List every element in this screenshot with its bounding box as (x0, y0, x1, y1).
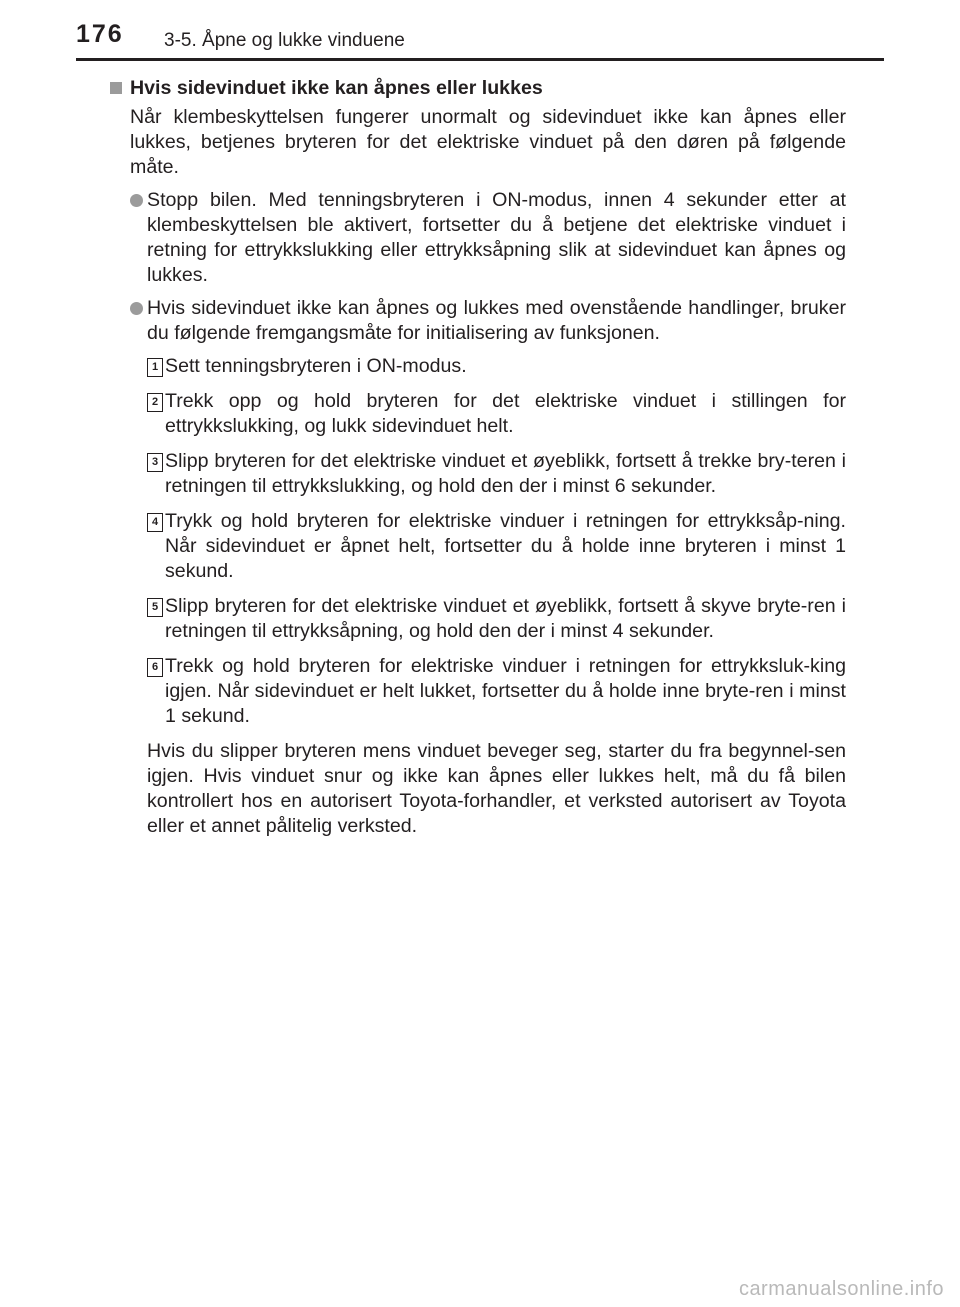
step-item (147, 594, 846, 644)
step-number-badge: 6 (147, 658, 163, 677)
step-number-badge: 1 (147, 358, 163, 377)
page-number: 176 (76, 20, 124, 48)
step-item (147, 449, 846, 499)
square-bullet-icon (110, 82, 122, 94)
step-number-badge: 2 (147, 393, 163, 412)
step-text: Slipp bryteren for det elektriske vinduet et øyeblikk, fortsett å trekke bry-teren i retningen til ettrykkslukking, og hold den der i minst 6 sekunder. (165, 450, 846, 497)
note-paragraph: Hvis du slipper bryteren mens vinduet beveger seg, starter du fra begynnel-sen igjen. Hvis vinduet snur og ikke kan åpnes eller lukkes helt, må du få bilen kontrollert hos en autorisert Toyota-forhandler, et verksted autorisert av Toyota eller et annet pålitelig verksted. (147, 740, 846, 837)
step-text: Slipp bryteren for det elektriske vinduet et øyeblikk, fortsett å skyve bryte-ren i retningen til ettrykksåpning, og hold den der i minst 4 sekunder. (165, 595, 846, 642)
bullet-text: Hvis sidevinduet ikke kan åpnes og lukkes med ovenstående handlinger, bruker du følgende fremgangsmåte for initialisering av funksjonen. (147, 297, 846, 344)
round-bullet-icon (130, 302, 143, 315)
list-item (130, 188, 846, 288)
step-number-badge: 3 (147, 453, 163, 472)
list-item (130, 296, 846, 346)
step-item (147, 509, 846, 584)
page-header (0, 0, 960, 66)
bullet-text: Stopp bilen. Med tenningsbryteren i ON-modus, innen 4 sekunder etter at klembeskyttelsen ble aktivert, fortsetter du å betjene det elektriske vinduet i retning for ettrykkslukking eller ettrykksåpning slik at sidevinduet kan åpnes og lukkes. (147, 189, 846, 286)
step-text: Trykk og hold bryteren for elektriske vinduer i retningen for ettrykksåp-ning. Når sidevinduet er åpnet helt, fortsetter du å holde inne bryteren i minst 1 sekund. (165, 510, 846, 582)
page-content (110, 76, 846, 839)
step-number-badge: 4 (147, 513, 163, 532)
round-bullet-icon (130, 194, 143, 207)
section-title: Hvis sidevinduet ikke kan åpnes eller lukkes (130, 77, 543, 99)
watermark: carmanualsonline.info (738, 1278, 944, 1300)
section-heading (110, 76, 846, 101)
step-item (147, 389, 846, 439)
step-text: Trekk opp og hold bryteren for det elektriske vinduet i stillingen for ettrykkslukking, og lukk sidevinduet helt. (165, 390, 846, 437)
step-text: Trekk og hold bryteren for elektriske vinduer i retningen for ettrykksluk-king igjen. Når sidevinduet er helt lukket, fortsetter du å holde inne bryte-ren i minst 1 sekund. (165, 655, 846, 727)
chapter-title: 3-5. Åpne og lukke vinduene (164, 30, 405, 51)
step-number-badge: 5 (147, 598, 163, 617)
step-item (147, 354, 846, 379)
step-text: Sett tenningsbryteren i ON-modus. (165, 355, 467, 377)
header-rule (76, 58, 884, 61)
intro-paragraph: Når klembeskyttelsen fungerer unormalt og sidevinduet ikke kan åpnes eller lukkes, betjenes bryteren for det elektriske vinduet på den døren på følgende måte. (130, 106, 846, 178)
step-item (147, 654, 846, 729)
